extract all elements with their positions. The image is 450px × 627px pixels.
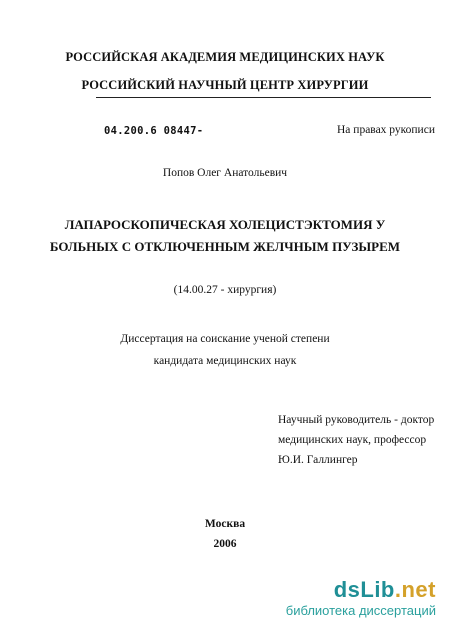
institution-center: РОССИЙСКИЙ НАУЧНЫЙ ЦЕНТР ХИРУРГИИ [81, 78, 369, 92]
thesis-title-line-2: БОЛЬНЫХ С ОТКЛЮЧЕННЫМ ЖЕЛЧНЫМ ПУЗЫРЕМ [49, 239, 401, 254]
degree-line-2: кандидата медицинских наук [153, 355, 297, 367]
author-name: Попов Олег Анатольевич [162, 167, 288, 179]
registration-stamp: 04.200.6 08447- [104, 125, 204, 137]
rights-note: На правах рукописи [337, 124, 435, 136]
supervisor-line-1: Научный руководитель - доктор [278, 414, 435, 426]
year: 2006 [213, 538, 237, 550]
watermark-subtitle: библиотека диссертаций [285, 603, 436, 618]
header-rule [96, 97, 431, 98]
watermark-logo [0, 577, 436, 603]
supervisor-name: Ю.И. Галлингер [278, 454, 358, 466]
watermark-brand-part2: .net [394, 577, 436, 602]
degree-line-1: Диссертация на соискание ученой степени [120, 333, 330, 345]
place: Москва [204, 518, 246, 530]
thesis-title-line-1: ЛАПАРОСКОПИЧЕСКАЯ ХОЛЕЦИСТЭКТОМИЯ У [64, 217, 386, 232]
supervisor-line-2: медицинских наук, профессор [278, 434, 427, 446]
specialty-code: (14.00.27 - хирургия) [173, 284, 277, 296]
institution-academy: РОССИЙСКАЯ АКАДЕМИЯ МЕДИЦИНСКИХ НАУК [65, 50, 385, 64]
watermark-brand-part1: dsLib [333, 577, 395, 602]
